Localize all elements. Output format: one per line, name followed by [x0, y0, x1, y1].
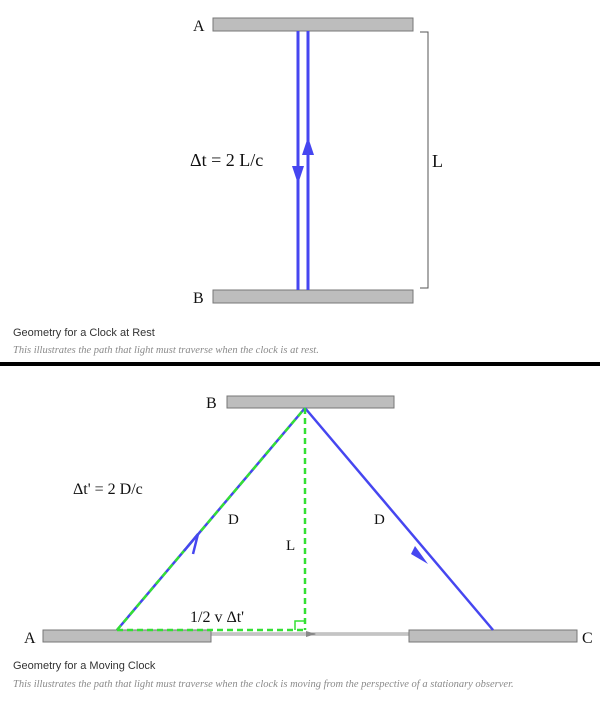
left-mirror: [43, 630, 211, 642]
top-mirror-label: B: [206, 395, 217, 412]
bottom-mirror: [213, 290, 413, 303]
height-label: L: [286, 538, 296, 554]
length-bracket: [420, 32, 428, 288]
right-path-label: D: [374, 512, 385, 528]
left-mirror-label: A: [24, 630, 36, 647]
base-label: 1/2 v Δt': [190, 609, 245, 626]
moving-caption-subtitle: This illustrates the path that light must traverse when the clock is moving from the perspective of a stationary observer.: [13, 679, 514, 690]
moving-clock-panel: [0, 366, 600, 701]
top-mirror: [227, 396, 394, 408]
right-mirror-label: C: [582, 630, 593, 647]
time-label: Δt = 2 L/c: [190, 150, 264, 170]
bottom-mirror-label: B: [193, 290, 204, 307]
time-label: Δt' = 2 D/c: [73, 481, 143, 498]
top-mirror-label: A: [193, 18, 205, 35]
right-mirror: [409, 630, 577, 642]
length-label: L: [432, 151, 443, 171]
up-arrow-icon: [184, 534, 198, 554]
motion-arrow-icon: [306, 631, 316, 637]
right-angle-marker: [295, 621, 305, 630]
rest-caption-title: Geometry for a Clock at Rest: [13, 327, 155, 339]
up-arrow-icon: [302, 137, 314, 155]
light-path-down: [305, 408, 493, 630]
down-arrow-icon: [292, 166, 304, 184]
top-mirror: [213, 18, 413, 31]
moving-caption-title: Geometry for a Moving Clock: [13, 660, 156, 672]
rest-caption-subtitle: This illustrates the path that light must traverse when the clock is at rest.: [13, 345, 319, 356]
moving-clock-diagram: [0, 366, 600, 701]
left-path-label: D: [228, 512, 239, 528]
